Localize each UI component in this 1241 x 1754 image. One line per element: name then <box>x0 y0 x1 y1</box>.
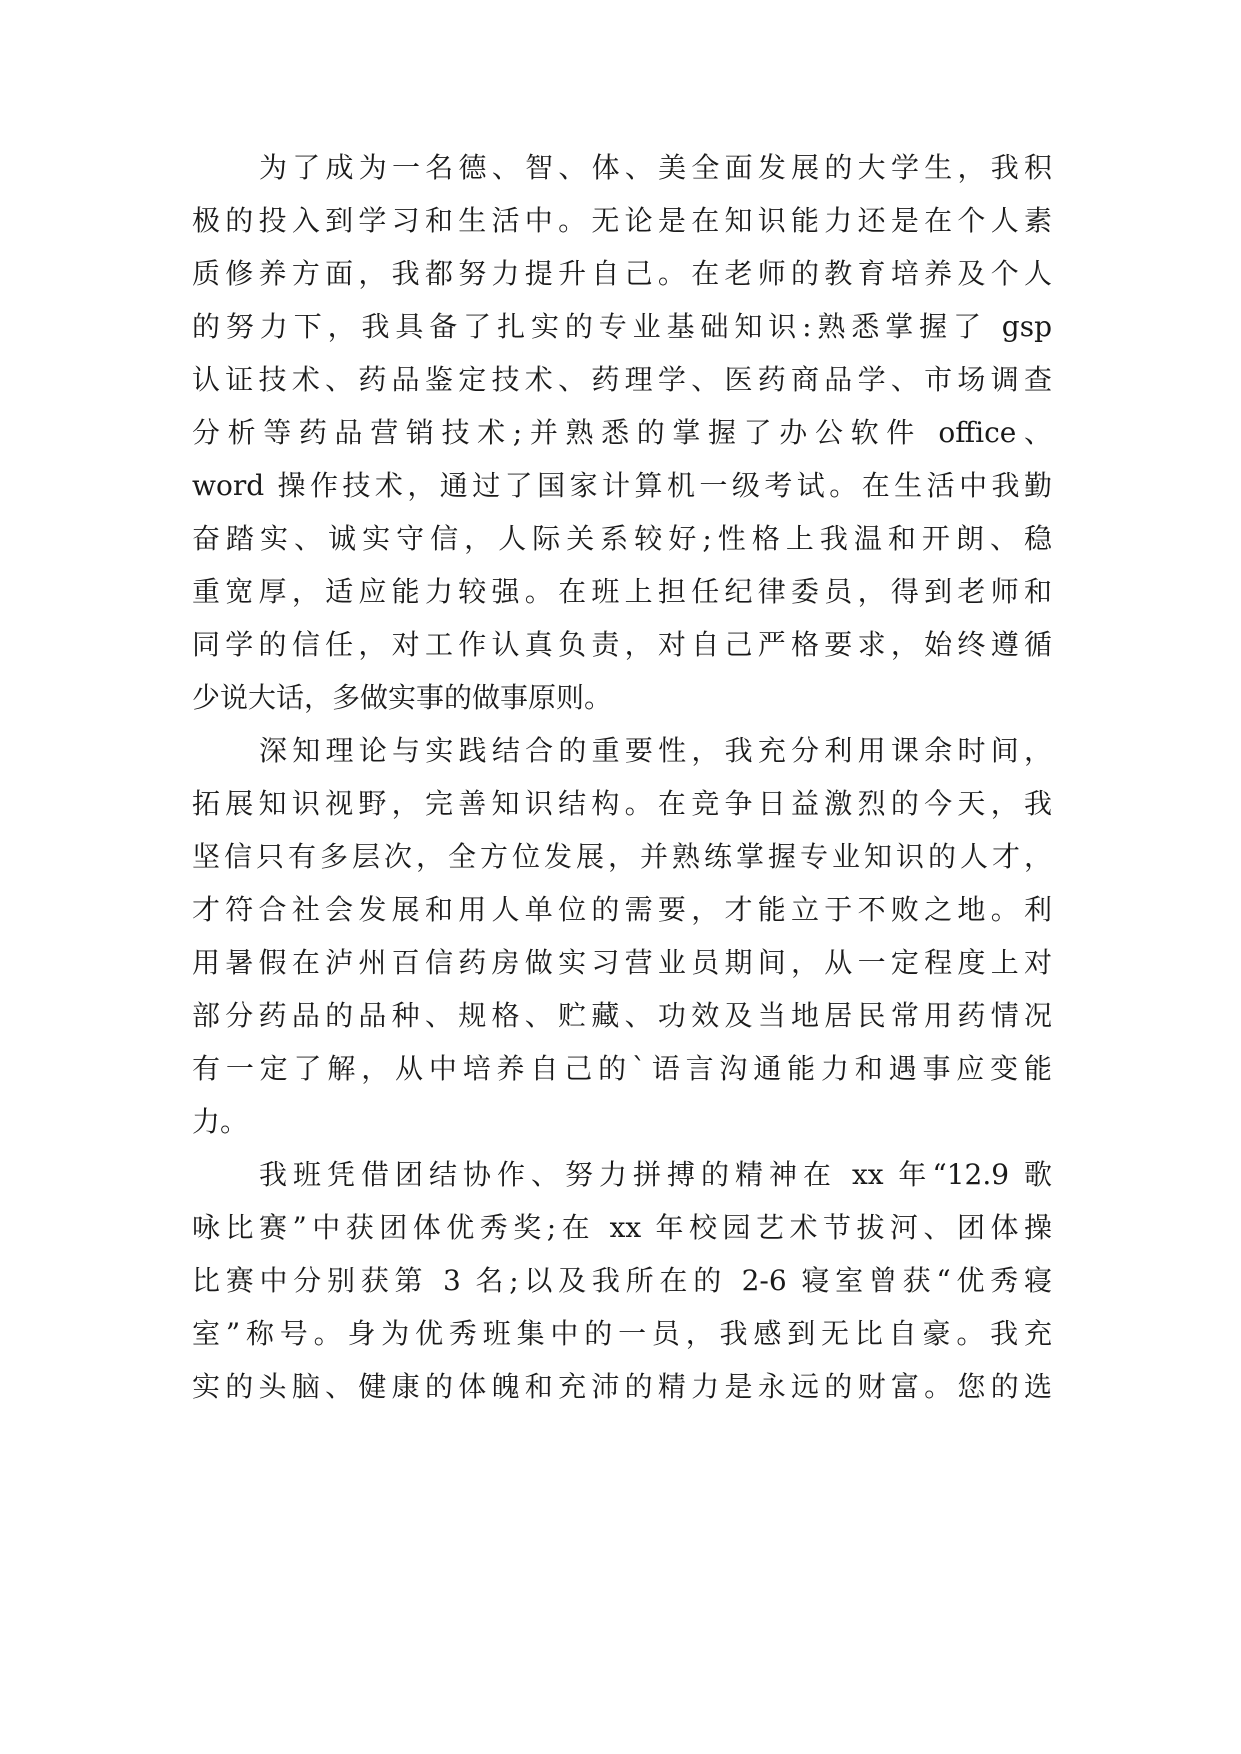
paragraph-2-line-4: 才符合社会发展和用人单位的需要，才能立于不败之地。利 <box>192 893 1052 926</box>
paragraph-3-line-4: 室”称号。身为优秀班集中的一员，我感到无比自豪。我充 <box>192 1317 1052 1350</box>
paragraph-1-line-7: word 操作技术，通过了国家计算机一级考试。在生活中我勤 <box>192 469 1052 502</box>
paragraph-2-line-5: 用暑假在泸州百信药房做实习营业员期间，从一定程度上对 <box>192 946 1052 979</box>
paragraph-2-line-3: 坚信只有多层次，全方位发展，并熟练掌握专业知识的人才， <box>192 840 1052 873</box>
paragraph-2-line-2: 拓展知识视野，完善知识结构。在竞争日益激烈的今天，我 <box>192 787 1052 820</box>
paragraph-3-line-3: 比赛中分别获第 3 名;以及我所在的 2-6 寝室曾获“优秀寝 <box>192 1264 1052 1297</box>
paragraph-1-line-11: 少说大话，多做实事的做事原则。 <box>192 681 613 714</box>
paragraph-3-line-5: 实的头脑、健康的体魄和充沛的精力是永远的财富。您的选 <box>192 1370 1052 1403</box>
paragraph-1-line-10: 同学的信任，对工作认真负责，对自己严格要求，始终遵循 <box>192 628 1052 661</box>
paragraph-1-line-8: 奋踏实、诚实守信，人际关系较好;性格上我温和开朗、稳 <box>192 522 1052 555</box>
paragraph-1-line-4: 的努力下，我具备了扎实的专业基础知识:熟悉掌握了 gsp <box>192 310 1052 343</box>
paragraph-3-line-1: 我班凭借团结协作、努力拼搏的精神在 xx 年“12.9 歌 <box>259 1158 1052 1191</box>
paragraph-1-line-1: 为了成为一名德、智、体、美全面发展的大学生，我积 <box>259 151 1052 184</box>
paragraph-1-line-2: 极的投入到学习和生活中。无论是在知识能力还是在个人素 <box>192 204 1052 237</box>
paragraph-2-line-1: 深知理论与实践结合的重要性，我充分利用课余时间， <box>259 734 1052 767</box>
paragraph-2-line-7: 有一定了解，从中培养自己的`语言沟通能力和遇事应变能 <box>192 1052 1052 1085</box>
paragraph-2-line-8: 力。 <box>192 1105 249 1138</box>
paragraph-1-line-6: 分析等药品营销技术;并熟悉的掌握了办公软件 office、 <box>192 416 1052 449</box>
paragraph-2-line-6: 部分药品的品种、规格、贮藏、功效及当地居民常用药情况 <box>192 999 1052 1032</box>
paragraph-1-line-5: 认证技术、药品鉴定技术、药理学、医药商品学、市场调查 <box>192 363 1052 396</box>
paragraph-1-line-3: 质修养方面，我都努力提升自己。在老师的教育培养及个人 <box>192 257 1052 290</box>
paragraph-3-line-2: 咏比赛”中获团体优秀奖;在 xx 年校园艺术节拔河、团体操 <box>192 1211 1052 1244</box>
paragraph-1-line-9: 重宽厚，适应能力较强。在班上担任纪律委员，得到老师和 <box>192 575 1052 608</box>
